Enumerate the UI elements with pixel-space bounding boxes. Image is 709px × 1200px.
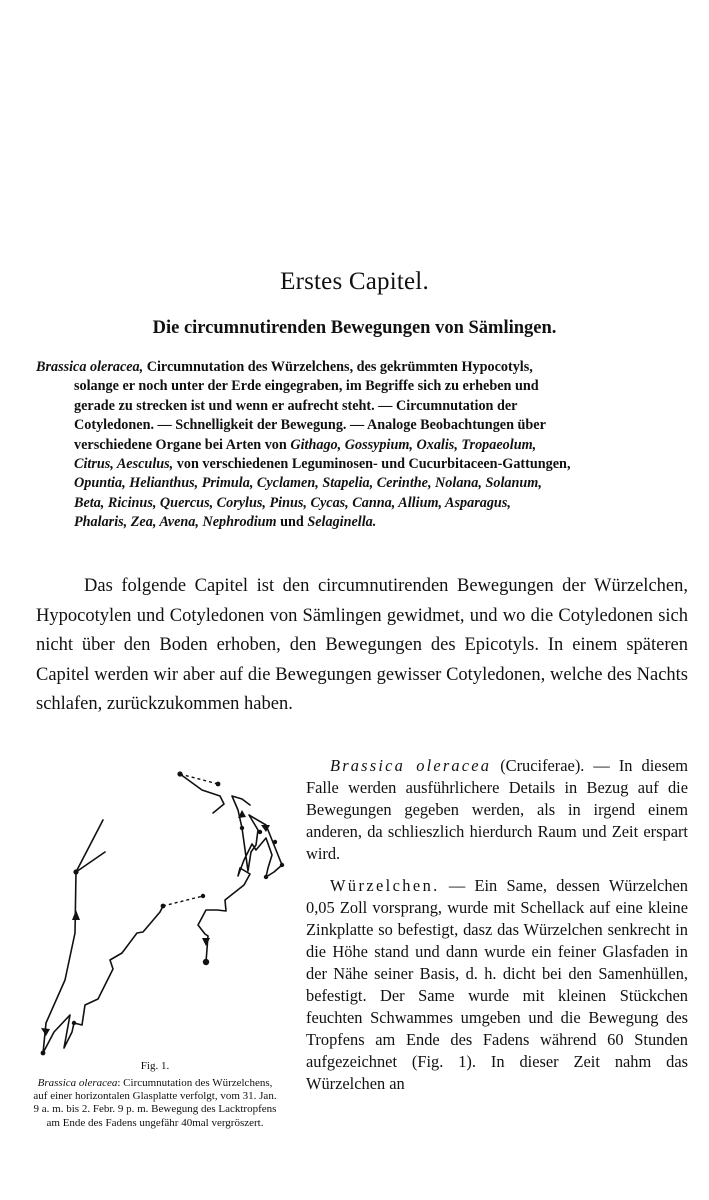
summary-lead-species: Brassica oleracea, (36, 359, 144, 375)
trace-point (73, 869, 78, 874)
summary-line-7: Opuntia, Helianthus, Primula, Cyclamen, Stapelia, Cerinthe, Nolana, Solanum, (74, 475, 542, 492)
trace-point (258, 830, 262, 834)
trace-point (177, 771, 182, 776)
figure-caption: Brassica oleracea: Circumnutation des Würzelchens, auf einer horizontalen Glasplatte verfolgt, vom 31. Jan. 9 a. m. bis 2. Febr. 9 p. m. Bewegung des Lacktropfens am Ende des Fadens ungefähr 40mal vergröszert. (33, 1077, 277, 1129)
trace-point (240, 826, 244, 830)
trace-point-start (203, 959, 209, 965)
summary-line-4: Cotyledonen. — Schnelligkeit der Bewegung. — Analoge Beobachtungen über (74, 417, 546, 434)
trace-point (273, 840, 277, 844)
trace-dashed-mid (163, 896, 203, 906)
trace-lower-path (43, 852, 163, 1053)
chapter-summary (36, 358, 688, 533)
trace-point (216, 782, 221, 787)
trace-point (41, 1051, 46, 1056)
summary-line-8: Beta, Ricinus, Quercus, Corylus, Pinus, Cycas, Canna, Allium, Asparagus, (74, 494, 511, 511)
chapter-subtitle: Die circumnutirenden Bewegungen von Sämlingen. (152, 318, 557, 338)
trace-point (72, 1021, 76, 1025)
figure-label: Fig. 1. (140, 1060, 170, 1072)
right-column-text (306, 755, 688, 1105)
summary-line-6: Citrus, Aesculus, von verschiedenen Leguminosen- und Cucurbitaceen-Gattungen, (74, 456, 571, 473)
trace-right-path (198, 796, 282, 962)
summary-line-1: Circumnutation des Würzelchens, des gekrümmten Hypocotyls, (143, 359, 533, 375)
paragraph-brassica: Brassica oleracea (Cruciferae). — In diesem Falle werden ausführlichere Details in Bezug auf die Bewegungen gegeben werden, als in irgend einem anderen, da schlieszlich hierdurch Raum und Zeit erspart wird. (306, 756, 688, 863)
summary-line-9: Phalaris, Zea, Avena, Nephrodium und Selaginella. (74, 514, 377, 531)
trace-point (161, 904, 166, 909)
trace-upper-stroke (76, 820, 103, 872)
summary-line-5: verschiedene Organe bei Arten von Githago, Gossypium, Oxalis, Tropaeolum, (74, 436, 537, 453)
trace-point (264, 875, 268, 879)
trace-arrow (72, 910, 80, 920)
paragraph-wuerzelchen: Würzelchen. — Ein Same, dessen Würzelchen 0,05 Zoll vorsprang, wurde mit Schellack auf eine kleine Zinkplatte so befestigt, dasz das Würzelchen senkrecht in die Höhe stand und dann wurde ein feiner Glasfaden in der Nähe seiner Basis, d. h. dicht bei den Samenhüllen, befestigt. Der Same wurde mit kleinen Stückchen feuchten Schwammes umgeben und die Bewegung des Tropfens am Ende des Fadens während 60 Stunden aufgezeichnet (Fig. 1). In dieser Zeit nahm das Würzelchen an (306, 876, 688, 1093)
summary-line-2: solange er noch unter der Erde eingegraben, im Begriffe sich zu erheben und (74, 378, 539, 395)
summary-line-3: gerade zu strecken ist und wenn er aufrecht steht. — Circumnutation der (74, 397, 518, 414)
intro-paragraph: Das folgende Capitel ist den circumnutirenden Bewegungen der Würzelchen, Hypocotylen und Cotyledonen von Sämlingen gewidmet, und wo die Cotyledonen sich nicht über den Boden erhoben, den Bewegungen des Epicotyls. In einem späteren Capitel werden wir aber auf die Bewegungen gewisser Cotyledonen, welche des Nachts schlafen, zurückzukommen haben. (36, 576, 688, 714)
chapter-title: Erstes Capitel. (280, 268, 429, 295)
trace-upper-loop (180, 774, 224, 813)
trace-arrow (41, 1028, 50, 1036)
trace-point (280, 863, 284, 867)
figure-circumnutation-trace (30, 770, 290, 1060)
trace-point (201, 894, 205, 898)
trace-arrow (202, 938, 210, 946)
